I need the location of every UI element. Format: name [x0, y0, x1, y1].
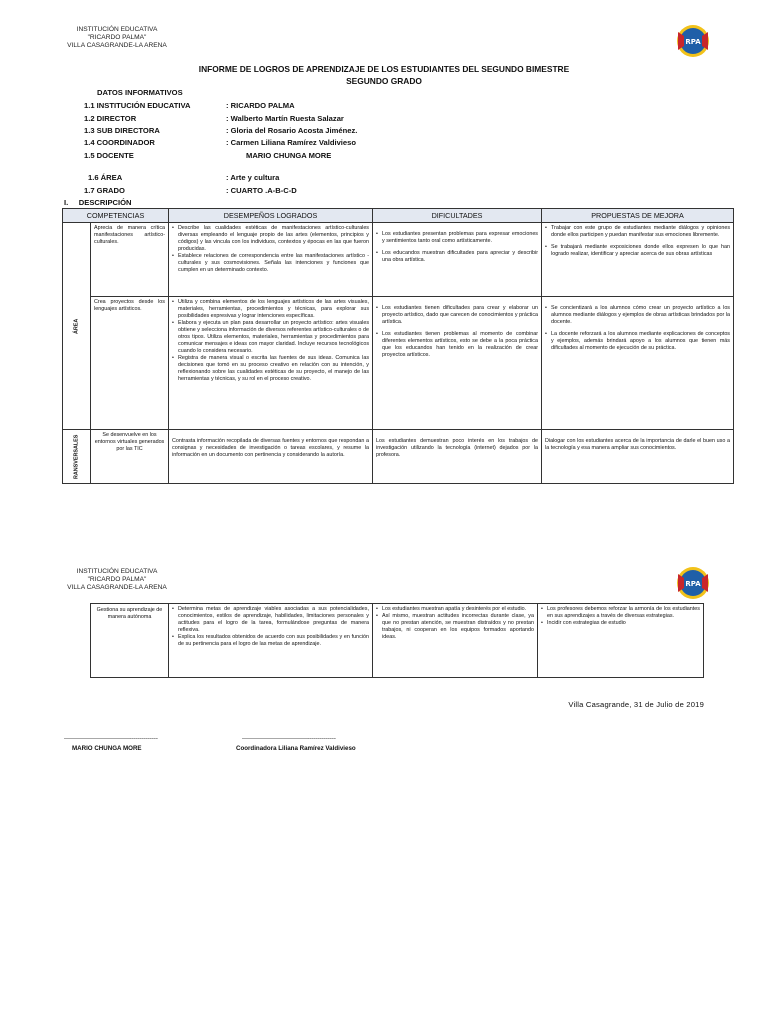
report-subtitle: SEGUNDO GRADO	[346, 76, 422, 86]
datos-row-label: 1.3 SUB DIRECTORA	[84, 126, 160, 135]
competencias-table-continued	[90, 603, 704, 678]
competencia-cell: Crea proyectos desde los lenguajes artísticos.	[91, 297, 169, 430]
competencia-cell: Gestiona su aprendizaje de manera autónoma	[91, 604, 169, 678]
datos-row-label: 1.6 ÁREA	[88, 173, 123, 182]
list-item: • Los estudiantes tienen problemas al momento de combinar diferentes elementos artísticos, esto se debe a la poca práctica que los educandos han tenido en la realización de crear proyectos artísticos.	[376, 331, 538, 359]
school-logo-icon	[676, 24, 710, 58]
school-name-line2: "RICARDO PALMA"	[87, 576, 147, 583]
propuestas-cell	[542, 223, 734, 297]
list-item: • Utiliza y combina elementos de los lenguajes artísticos de las artes visuales, materiales, herramientas, procedimientos y técnicas, para explorar sus posibilidades expresivas y lograr intenciones específicas.	[172, 299, 369, 320]
list-item: • Registra de manera visual o escrita las fuentes de sus ideas. Comunica las decisiones que tomó en su proceso creativo en relación con su intención, y reflexionando sobre las cualidades estéticas de su proyecto, el manejo de las herramientas y técnicas, y su rol en el proceso creativo.	[172, 355, 369, 383]
datos-row-value: : Gloria del Rosario Acosta Jiménez.	[226, 126, 358, 135]
datos-row-label: 1.7 GRADO	[84, 186, 125, 195]
datos-row-value: : Carmen Liliana Ramírez Valdivieso	[226, 138, 356, 147]
list-item: • Los estudiantes muestran apatía y desinterés por el estudio.	[376, 606, 534, 613]
propuestas-cell: Dialogar con los estudiantes acerca de la importancia de darle el buen uso a la tecnología y esa manera ampliar sus conocimientos.	[542, 430, 734, 484]
list-item: • Explica los resultados obtenidos de acuerdo con sus posibilidades y en función de su pertinencia para el logro de las metas de aprendizaje.	[172, 634, 369, 648]
table-row	[63, 297, 734, 430]
propuestas-cell	[542, 297, 734, 430]
desempenos-cell	[169, 297, 373, 430]
dificultades-cell: Los estudiantes demuestran poco interés en los trabajos de investigación utilizando la tecnología (internet) dejados por la profesora.	[373, 430, 542, 484]
header-dificultades: DIFICULTADES	[373, 209, 542, 223]
signature-line: -----------------------------------------------	[64, 736, 158, 742]
table-row	[63, 223, 734, 297]
desempenos-cell	[169, 604, 373, 678]
list-item: • Los educandos muestran dificultades para apreciar y describir una obra artística.	[376, 250, 538, 264]
table-row	[91, 604, 704, 678]
list-item: • Elabora y ejecuta un plan para desarrollar un proyecto artístico: artes visuales obtiene y selecciona información de diversos referentes artístico-culturales o de otros tipos. Utiliza elementos, materiales, herramientas y procedimientos para comunicar mensajes e ideas con mayor claridad. Incluye recursos tecnológicos cuando lo considera necesario.	[172, 320, 369, 355]
signature-name-coordinadora: Coordinadora Liliana Ramírez Valdivieso	[236, 745, 356, 752]
datos-row-value: : Walberto Martín Ruesta Salazar	[226, 114, 344, 123]
datos-row-value: : Arte y cultura	[226, 173, 280, 182]
list-item: • Incidir con estrategias de estudio	[541, 620, 700, 627]
transversal-label: RANSVERSALES	[63, 430, 91, 484]
school-name-line2: "RICARDO PALMA"	[87, 34, 147, 41]
list-item: • Trabajar con este grupo de estudiantes mediante diálogos y opiniones donde ellos participen y puedan manifestar sus emociones libremente.	[545, 225, 730, 239]
school-header	[62, 568, 172, 592]
table-row	[63, 430, 734, 484]
list-item: • Así mismo, muestran actitudes incorrectas durante clase, ya que no prestan atención, se muestran distraídos y no prestan trabajos, ni cooperan en los equipos formados aportando ideas.	[376, 613, 534, 641]
list-item: • Los estudiantes tienen dificultades para crear y elaborar un proyecto artístico, dado que carecen de conocimientos y práctica artística.	[376, 305, 538, 326]
list-item: • Se concientizará a los alumnos cómo crear un proyecto artístico a los alumnos mediante diálogos y ejemplos de obras artísticas brindados por la docente.	[545, 305, 730, 326]
datos-row-value: : RICARDO PALMA	[226, 101, 295, 110]
report-title: INFORME DE LOGROS DE APRENDIZAJE DE LOS ESTUDIANTES DEL SEGUNDO BIMESTRE	[198, 64, 570, 74]
area-label: ÁREA	[63, 223, 91, 430]
list-item: • Los estudiantes presentan problemas para expresar emociones y sentimientos tanto oral como artísticamente.	[376, 231, 538, 245]
table-header-row	[63, 209, 734, 223]
header-competencias: COMPETENCIAS	[63, 209, 169, 223]
list-item: • La docente reforzará a los alumnos mediante explicaciones de conceptos y ejemplos, además brindará apoyo a los alumnos que tienen más dificultades al momento de ejecución de su práctica.	[545, 331, 730, 352]
datos-row-label: 1.4 COORDINADOR	[84, 138, 155, 147]
dificultades-cell	[373, 223, 542, 297]
list-item: • Se trabajará mediante exposiciones donde ellos expresen lo que han logrado realizar, identificar y apreciar acerca de sus obras artísticas	[545, 244, 730, 258]
signature-name-docente: MARIO CHUNGA MORE	[72, 745, 142, 752]
school-header	[62, 26, 172, 50]
datos-row-label: 1.5 DOCENTE	[84, 151, 134, 160]
signature-line: -----------------------------------------------	[242, 736, 336, 742]
datos-row-value: : CUARTO .A-B-C-D	[226, 186, 297, 195]
school-name-line1: INSTITUCIÓN EDUCATIVA	[76, 26, 158, 33]
dificultades-cell	[373, 297, 542, 430]
competencia-cell: Se desenvuelve en los entornos virtuales generados por las TIC	[91, 430, 169, 484]
list-item: • Determina metas de aprendizaje viables asociadas a sus potencialidades, conocimientos, estilos de aprendizaje, habilidades, limitaciones personales y actitudes para el logro de la tarea, formulándose preguntas de manera reflexiva.	[172, 606, 369, 634]
school-name-line3: VILLA CASAGRANDE-LA ARENA	[67, 42, 167, 49]
school-name-line3: VILLA CASAGRANDE-LA ARENA	[67, 584, 167, 591]
desempenos-cell	[169, 223, 373, 297]
section-heading: I. DESCRIPCIÓN	[64, 198, 132, 207]
school-name-line1: INSTITUCIÓN EDUCATIVA	[76, 568, 158, 575]
school-logo-icon	[676, 566, 710, 600]
propuestas-cell	[538, 604, 704, 678]
list-item: • Los profesores debemos reforzar la armonía de los estudiantes en sus aprendizajes a través de diversas estrategias.	[541, 606, 700, 620]
header-desempenos: DESEMPEÑOS LOGRADOS	[169, 209, 373, 223]
datos-row-value: MARIO CHUNGA MORE	[246, 151, 332, 160]
datos-heading: DATOS INFORMATIVOS	[97, 88, 183, 97]
desempenos-cell: Contrasta información recopilada de diversas fuentes y entornos que respondan a consignas y necesidades de investigación o tareas escolares, y resume la información en un documento con pertinencia y considerando la autoría.	[169, 430, 373, 484]
datos-row-label: 1.2 DIRECTOR	[84, 114, 137, 123]
competencias-table	[62, 208, 734, 484]
place-date: Villa Casagrande, 31 de Julio de 2019	[568, 700, 704, 709]
list-item: • Describe las cualidades estéticas de manifestaciones artístico-culturales diversas empleando el lenguaje propio de las artes (elementos, principios y códigos) y las vincula con los individuos, contextos y épocas en las que fueron producidas.	[172, 225, 369, 253]
header-propuestas: PROPUESTAS DE MEJORA	[542, 209, 734, 223]
list-item: • Establece relaciones de correspondencia entre las manifestaciones artístico -culturales y sus cosmovisiones. Señala las intenciones y funciones que cumplen en un determinado contexto.	[172, 253, 369, 274]
logo-text: RPA	[685, 38, 701, 46]
logo-text: RPA	[685, 580, 701, 588]
datos-row-label: 1.1 INSTITUCIÓN EDUCATIVA	[84, 101, 191, 110]
dificultades-cell	[373, 604, 538, 678]
competencia-cell: Aprecia de manera crítica manifestaciones artístico-culturales.	[91, 223, 169, 297]
